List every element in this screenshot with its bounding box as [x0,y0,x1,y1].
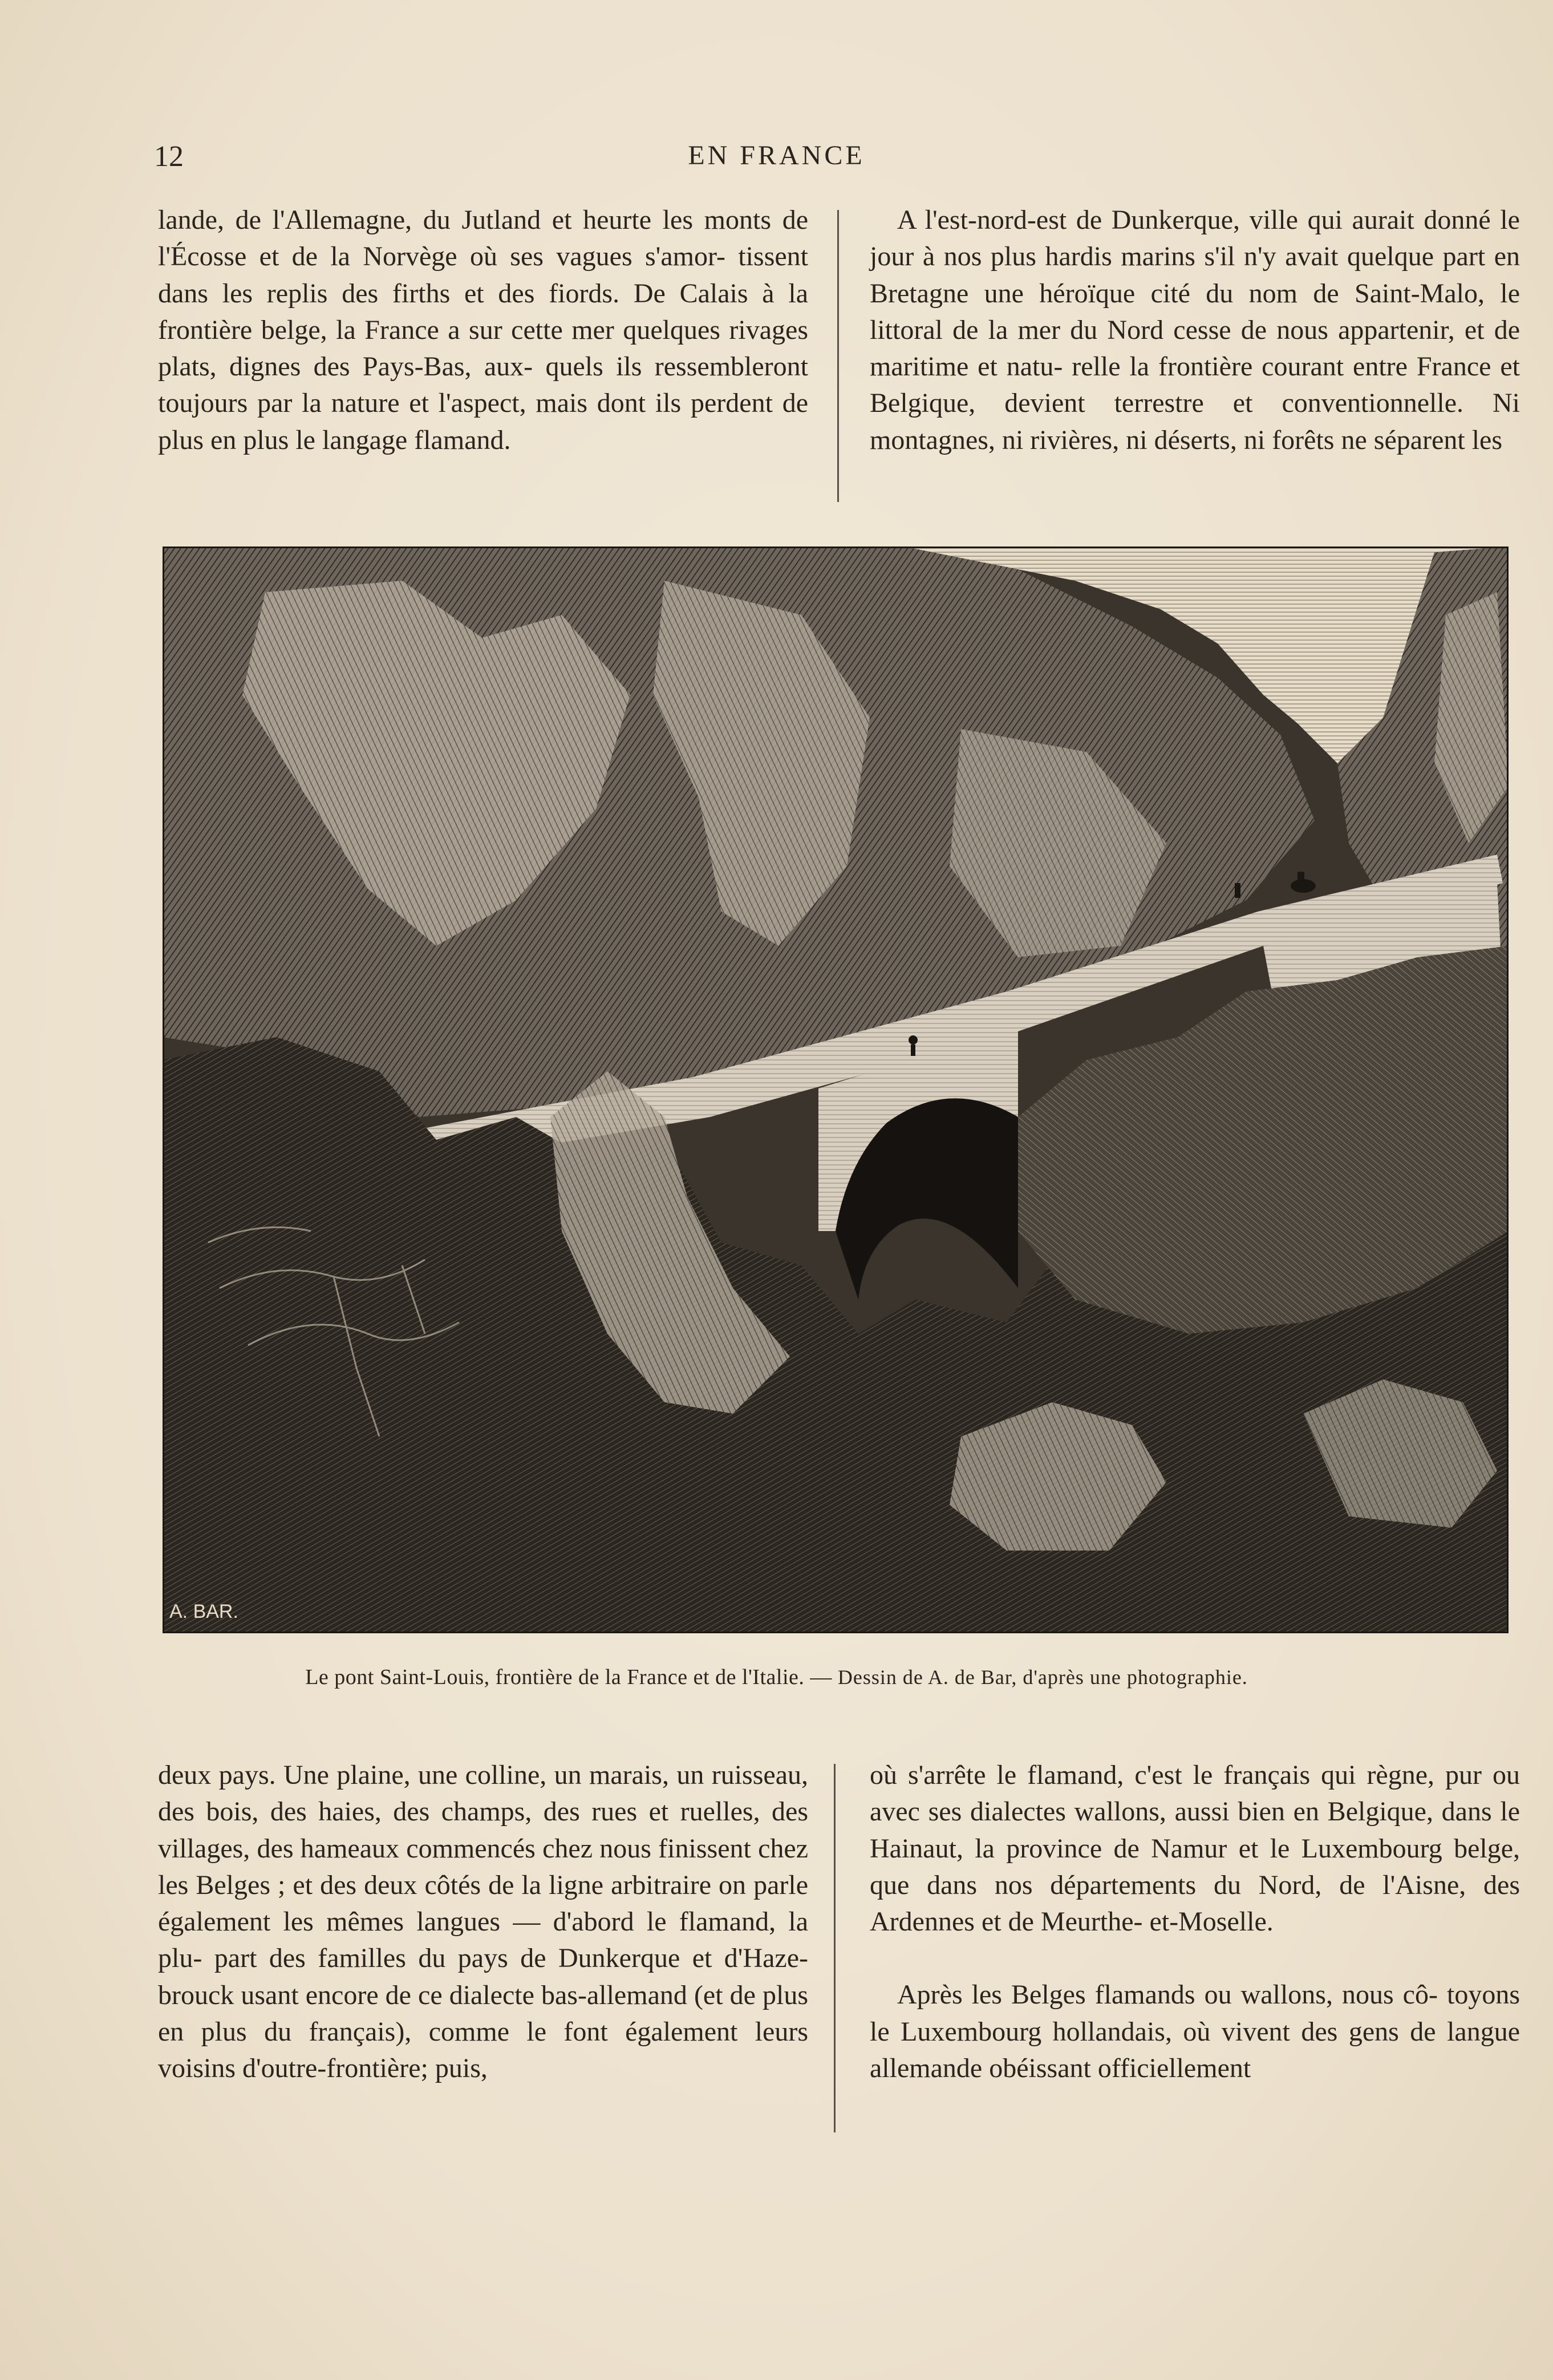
text-line: quelques rivages plats, dignes des Pays-Bas, aux- [158,314,809,382]
text-line: chez nous finissent chez les Belges ; et des deux [158,1833,808,1900]
text-line: Calais à la frontière belge, la France a sur cette mer [158,278,808,345]
artist-signature: A. BAR. [169,1601,238,1622]
text-line: deux pays. Une plaine, une colline, un marais, un [158,1760,704,1790]
engraving-illustration [163,547,1509,1633]
page-number: 12 [154,140,184,173]
text-line: pur ou avec ses dialectes wallons, aussi bien en [870,1760,1520,1827]
text-line: quels ils ressembleront toujours par la nature et [158,351,809,419]
text-line: relle la frontière courant entre France et Belgique, [870,351,1520,419]
text-line: les mêmes langues — d'abord le flamand, la plu- [158,1907,808,1974]
paragraph [870,202,1520,459]
text-line: langage flamand. [322,424,511,455]
text-line: cesse de nous appartenir, et de maritime et natu- [870,314,1520,382]
column-divider [837,210,839,502]
paragraph [158,1757,808,2087]
text-line: et ruelles, des villages, des hameaux commencés [158,1796,809,1864]
text-line: A l'est-nord-est de Dunkerque, ville qui aurait [897,205,1414,235]
text-line: (et de plus en plus du français), comme le font [158,1980,808,2047]
text-line: également leurs voisins d'outre-frontière; puis, [158,2017,809,2084]
text-line: ruisseau, des bois, des haies, des champs, des rues [158,1760,809,1827]
text-line: du Nord, de l'Aisne, des Ardennes et de Meurthe- [870,1869,1520,1937]
text-column-bottom-left [158,1757,808,2087]
text-column-top-left [158,202,808,459]
figure-caption [0,1665,1553,1690]
text-line: tissent dans les replis des firths et des fiords. De [158,241,809,309]
text-line: côtés de la ligne arbitraire on parle également [158,1869,809,1937]
engraving-pont-saint-louis [163,547,1509,1633]
text-line: gens de langue allemande obéissant officiellement [870,2016,1520,2084]
text-line: lande, de l'Allemagne, du Jutland et heurte les monts [158,205,772,235]
text-line: le Luxembourg belge, que dans nos départements [870,1833,1520,1900]
text-line: du nom de Saint-Malo, le littoral de la mer du Nord [870,278,1520,345]
caption-title: Le pont Saint-Louis, frontière de la France et de l'Italie. — [305,1665,832,1689]
paragraph [158,202,808,459]
text-line: brouck usant encore de ce dialecte bas-allemand [158,1980,687,2010]
text-line: ni rivières, ni déserts, ni forêts ne séparent les [1001,424,1503,455]
text-column-bottom-right [870,1757,1520,2087]
text-line: l'aspect, mais dont ils perdent de plus en plus le [158,388,808,455]
text-line: toyons le Luxembourg hollandais, où vivent des [870,1980,1520,2047]
text-line: et-Moselle. [1149,1907,1274,1937]
text-line: avait quelque part en Bretagne une héroïque cité [870,241,1520,309]
paragraph [870,1757,1520,1940]
running-title: EN FRANCE [688,140,865,171]
text-line: donné le jour à nos plus hardis marins s'il n'y [870,205,1520,272]
text-line: Belgique, dans le Hainaut, la province de Namur et [870,1796,1520,1864]
text-line: de l'Écosse et de la Norvège où ses vagues s'amor- [158,205,809,272]
text-line: devient terrestre et conventionnelle. Ni montagnes, [870,388,1520,455]
caption-credit: Dessin de A. de Bar, d'après une photographie. [837,1666,1248,1689]
text-column-top-right [870,202,1520,459]
text-line: Après les Belges flamands ou wallons, nous cô- [897,1980,1438,2010]
column-divider [834,1764,836,2132]
text-line: part des familles du pays de Dunkerque et d'Haze- [214,1943,809,1974]
text-line: où s'arrête le flamand, c'est le français qui règne, [870,1760,1435,1790]
paragraph [870,1977,1520,2087]
running-head [0,140,1553,180]
